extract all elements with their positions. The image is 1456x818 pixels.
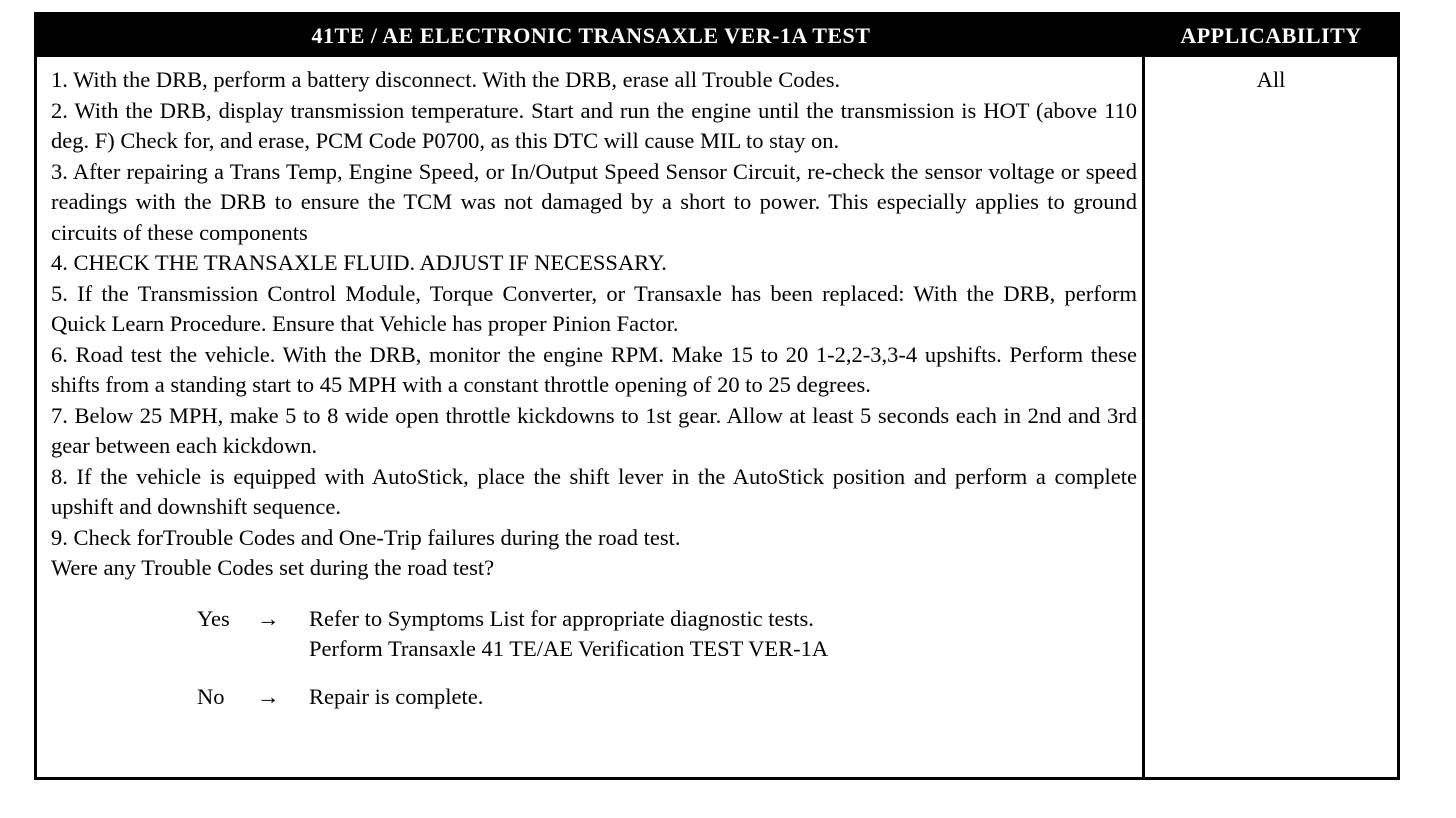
procedure-table <box>34 12 1400 780</box>
answer-no <box>197 682 1137 713</box>
column-divider <box>1142 57 1145 777</box>
step-6: 6. Road test the vehicle. With the DRB, monitor the engine RPM. Make 15 to 20 1-2,2-3,3-4 upshifts. Perform these shifts from a standing start to 45 MPH with a constant throttle opening of 20 to 25 degrees. <box>51 341 1137 397</box>
yes-result-line-1: Refer to Symptoms List for appropriate diagnostic tests. <box>309 605 814 631</box>
right-arrow-icon: → <box>257 683 280 709</box>
procedure-steps-cell <box>51 65 1137 712</box>
no-label: No <box>197 683 225 709</box>
step-2: 2. With the DRB, display transmission temperature. Start and run the engine until the transmission is HOT (above 110 deg. F) Check for, and erase, PCM Code P0700, as this DTC will cause MIL to stay on. <box>51 97 1137 153</box>
applicability-heading: APPLICABILITY <box>1180 23 1362 48</box>
table-header <box>37 15 1397 57</box>
no-result <box>309 682 1137 713</box>
yes-label: Yes <box>197 605 230 631</box>
yes-result <box>309 604 1137 665</box>
right-arrow-icon: → <box>257 605 280 631</box>
yes-result-line-2: Perform Transaxle 41 TE/AE Verification TEST VER-1A <box>309 636 829 661</box>
test-title: 41TE / AE ELECTRONIC TRANSAXLE VER-1A TEST <box>311 23 871 48</box>
question-text: Were any Trouble Codes set during the road test? <box>51 555 495 580</box>
step-3: 3. After repairing a Trans Temp, Engine Speed, or In/Output Speed Sensor Circuit, re-check the sensor voltage or speed readings with the DRB to ensure the TCM was not damaged by a short to power. This especially applies to ground circuits of these components <box>51 158 1137 245</box>
step-4: 4. CHECK THE TRANSAXLE FLUID. ADJUST IF NECESSARY. <box>51 250 667 275</box>
applicability-value: All <box>1256 67 1286 92</box>
step-7: 7. Below 25 MPH, make 5 to 8 wide open throttle kickdowns to 1st gear. Allow at least 5 seconds each in 2nd and 3rd gear between each kickdown. <box>51 402 1137 458</box>
step-9: 9. Check forTrouble Codes and One-Trip failures during the road test. <box>51 524 681 550</box>
step-1: 1. With the DRB, perform a battery disconnect. With the DRB, erase all Trouble Codes. <box>51 67 841 92</box>
answer-block <box>197 604 1137 713</box>
no-result-line-1: Repair is complete. <box>309 683 484 709</box>
step-8: 8. If the vehicle is equipped with AutoStick, place the shift lever in the AutoStick position and perform a complete upshift and downshift sequence. <box>51 463 1137 519</box>
step-5: 5. If the Transmission Control Module, Torque Converter, or Transaxle has been replaced: With the DRB, perform Quick Learn Procedure. Ensure that Vehicle has proper Pinion Factor. <box>51 280 1137 336</box>
answer-yes <box>197 604 1137 665</box>
